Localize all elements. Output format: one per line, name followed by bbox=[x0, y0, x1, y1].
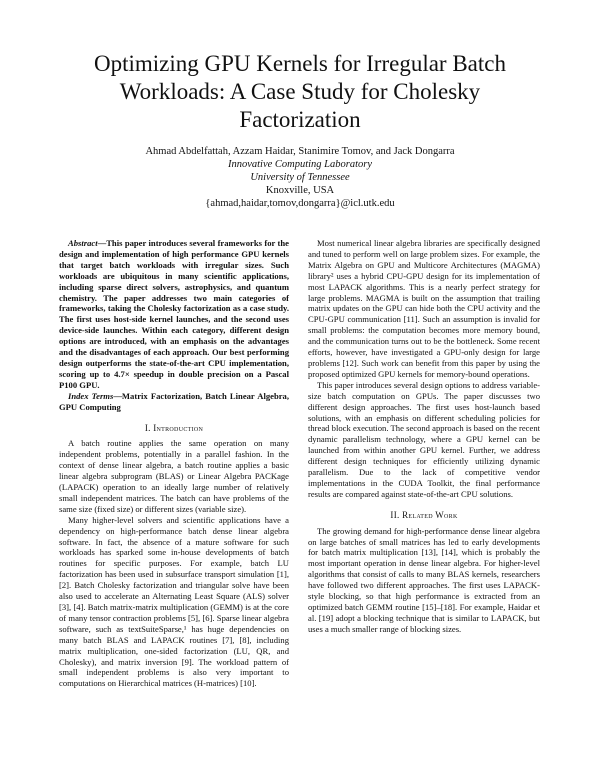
section-heading-related-work: II. Related Work bbox=[390, 509, 458, 520]
index-terms bbox=[59, 391, 289, 413]
right-column bbox=[308, 238, 540, 635]
intro-paragraph-1: A batch routine applies the same operation on many independent problems, potentially in a parallel fashion. In the context of dense linear algebra, a batch routine applies a basic linear algebra subprogram (BLAS) or Linear Algebra PACKage (LAPACK) operation to an ideally large number of relatively small independent matrices. The batch can have problems of the same size (fixed size) or different sizes (variable size). bbox=[59, 438, 289, 514]
abstract-text: —This paper introduces several frameworks for the design and implementation of high performance GPU kernels that target batch workloads with irregular sizes. Such workloads are ubiquitous in many scientific applications, including sparse direct solvers, astrophysics, and quantum chemistry. The paper addresses two main categories of frameworks, taking the Cholesky factorization as a case study. The first uses host-side kernel launches, and the second uses device-side launches. Within each category, different design options are introduced, with an emphasis on the advantages and the disadvantages of each approach. Our best performing design outperforms the state-of-the-art CPU implementation, scoring up to 4.7× speedup in double precision on a Pascal P100 GPU. bbox=[59, 238, 289, 390]
abstract bbox=[59, 238, 289, 391]
intro-paragraph-4: This paper introduces several design options to address variable-size batch computation on GPUs. The paper discusses two different design approaches. The first uses host-launch based solutions, with an emphasis on different scheduling policies for thread block execution. The second approach is based on the recent dynamic parallelism technology, where a GPU kernel can be launched from within another GPU kernel. Further, we address different design techniques for efficiently utilizing dynamic parallelism. Due to the lack of competitive vendor implementations in the CUDA Toolkit, the final performance results are compared against state-of-the-art CPU solutions. bbox=[308, 379, 540, 499]
author-names: Ahmad Abdelfattah, Azzam Haidar, Stanimire Tomov, and Jack Dongarra bbox=[145, 146, 455, 157]
intro-paragraph-2: Many higher-level solvers and scientific applications have a dependency on high-performance batch dense linear algebra software. In fact, the absence of a mature software for such workloads has sparked some in-house developments of batch routines for specific purposes. For example, batch LU factorization has been used in subsurface transport simulation [1], [2]. Batch Cholesky factorization and triangular solve have been also used to accelerate an Alternating Least Square (ALS) solver [3], [4]. Batch matrix-matrix multiplication (GEMM) is at the core of many tensor contraction problems [5], [6]. Sparse linear algebra software, such as textSuiteSparse,¹ has huge dependencies on many batch BLAS and LAPACK routines [7], [8], including matrix multiplication, one-sided factorization (LU, QR, and Cholesky), and matrix inversion [9]. The workload pattern of small independent problems is also very important to computations on Hierarchical matrices (H-matrices) [10]. bbox=[59, 514, 289, 689]
index-terms-lead: Index Terms bbox=[68, 390, 114, 401]
abstract-lead: Abstract bbox=[68, 238, 98, 248]
related-paragraph-1: The growing demand for high-performance dense linear algebra on large batches of small matrices has led to early developments for batch matrix multiplication [13], [14], which is probably the most important operation in dense linear algebra. For higher-level algorithms that consist of calls to many BLAS kernels, researchers have followed two different approaches. The first uses LAPACK-style blocking, so that high performance is extracted from an optimized batch GEMM routine [15]–[18]. For example, Haidar et al. [19] adopt a blocking technique that is similar to LAPACK, but uses a much smaller range of blocking sizes. bbox=[308, 525, 540, 634]
paper-title: Optimizing GPU Kernels for Irregular Batch Workloads: A Case Study for Cholesky Factorization bbox=[94, 51, 506, 132]
intro-paragraph-3: Most numerical linear algebra libraries are specifically designed and tuned to perform well on large problem sizes. For example, the Matrix Algebra on GPU and Multicore Architectures (MAGMA) library² uses a hybrid CPU-GPU design for its implementation of most LAPACK algorithms. This is a nearly perfect strategy for large problems. MAGMA is built on the assumption that trailing matrix updates on the GPU can hide both the CPU activity and the CPU-GPU communication [11]. Such an assumption is invalid for small problems: the computation becomes more memory bound, and the communication turns out to be the bottleneck. Some recent efforts, however, have investigated a GPU-only design for large problems [12]. Such work can benefit from this paper by using the proposed optimized GPU kernels for memory-bound operations. bbox=[308, 238, 540, 379]
author-emails: {ahmad,haidar,tomov,dongarra}@icl.utk.edu bbox=[205, 198, 395, 209]
index-terms-text: —Matrix Factorization, Batch Linear Algebra, GPU Computing bbox=[59, 390, 290, 412]
left-column bbox=[59, 238, 289, 689]
affiliation-university: University of Tennessee bbox=[250, 172, 350, 183]
section-heading-introduction: I. Introduction bbox=[144, 422, 204, 433]
affiliation-lab: Innovative Computing Laboratory bbox=[227, 159, 373, 170]
affiliation-location: Knoxville, USA bbox=[265, 185, 335, 196]
author-block bbox=[60, 145, 540, 210]
